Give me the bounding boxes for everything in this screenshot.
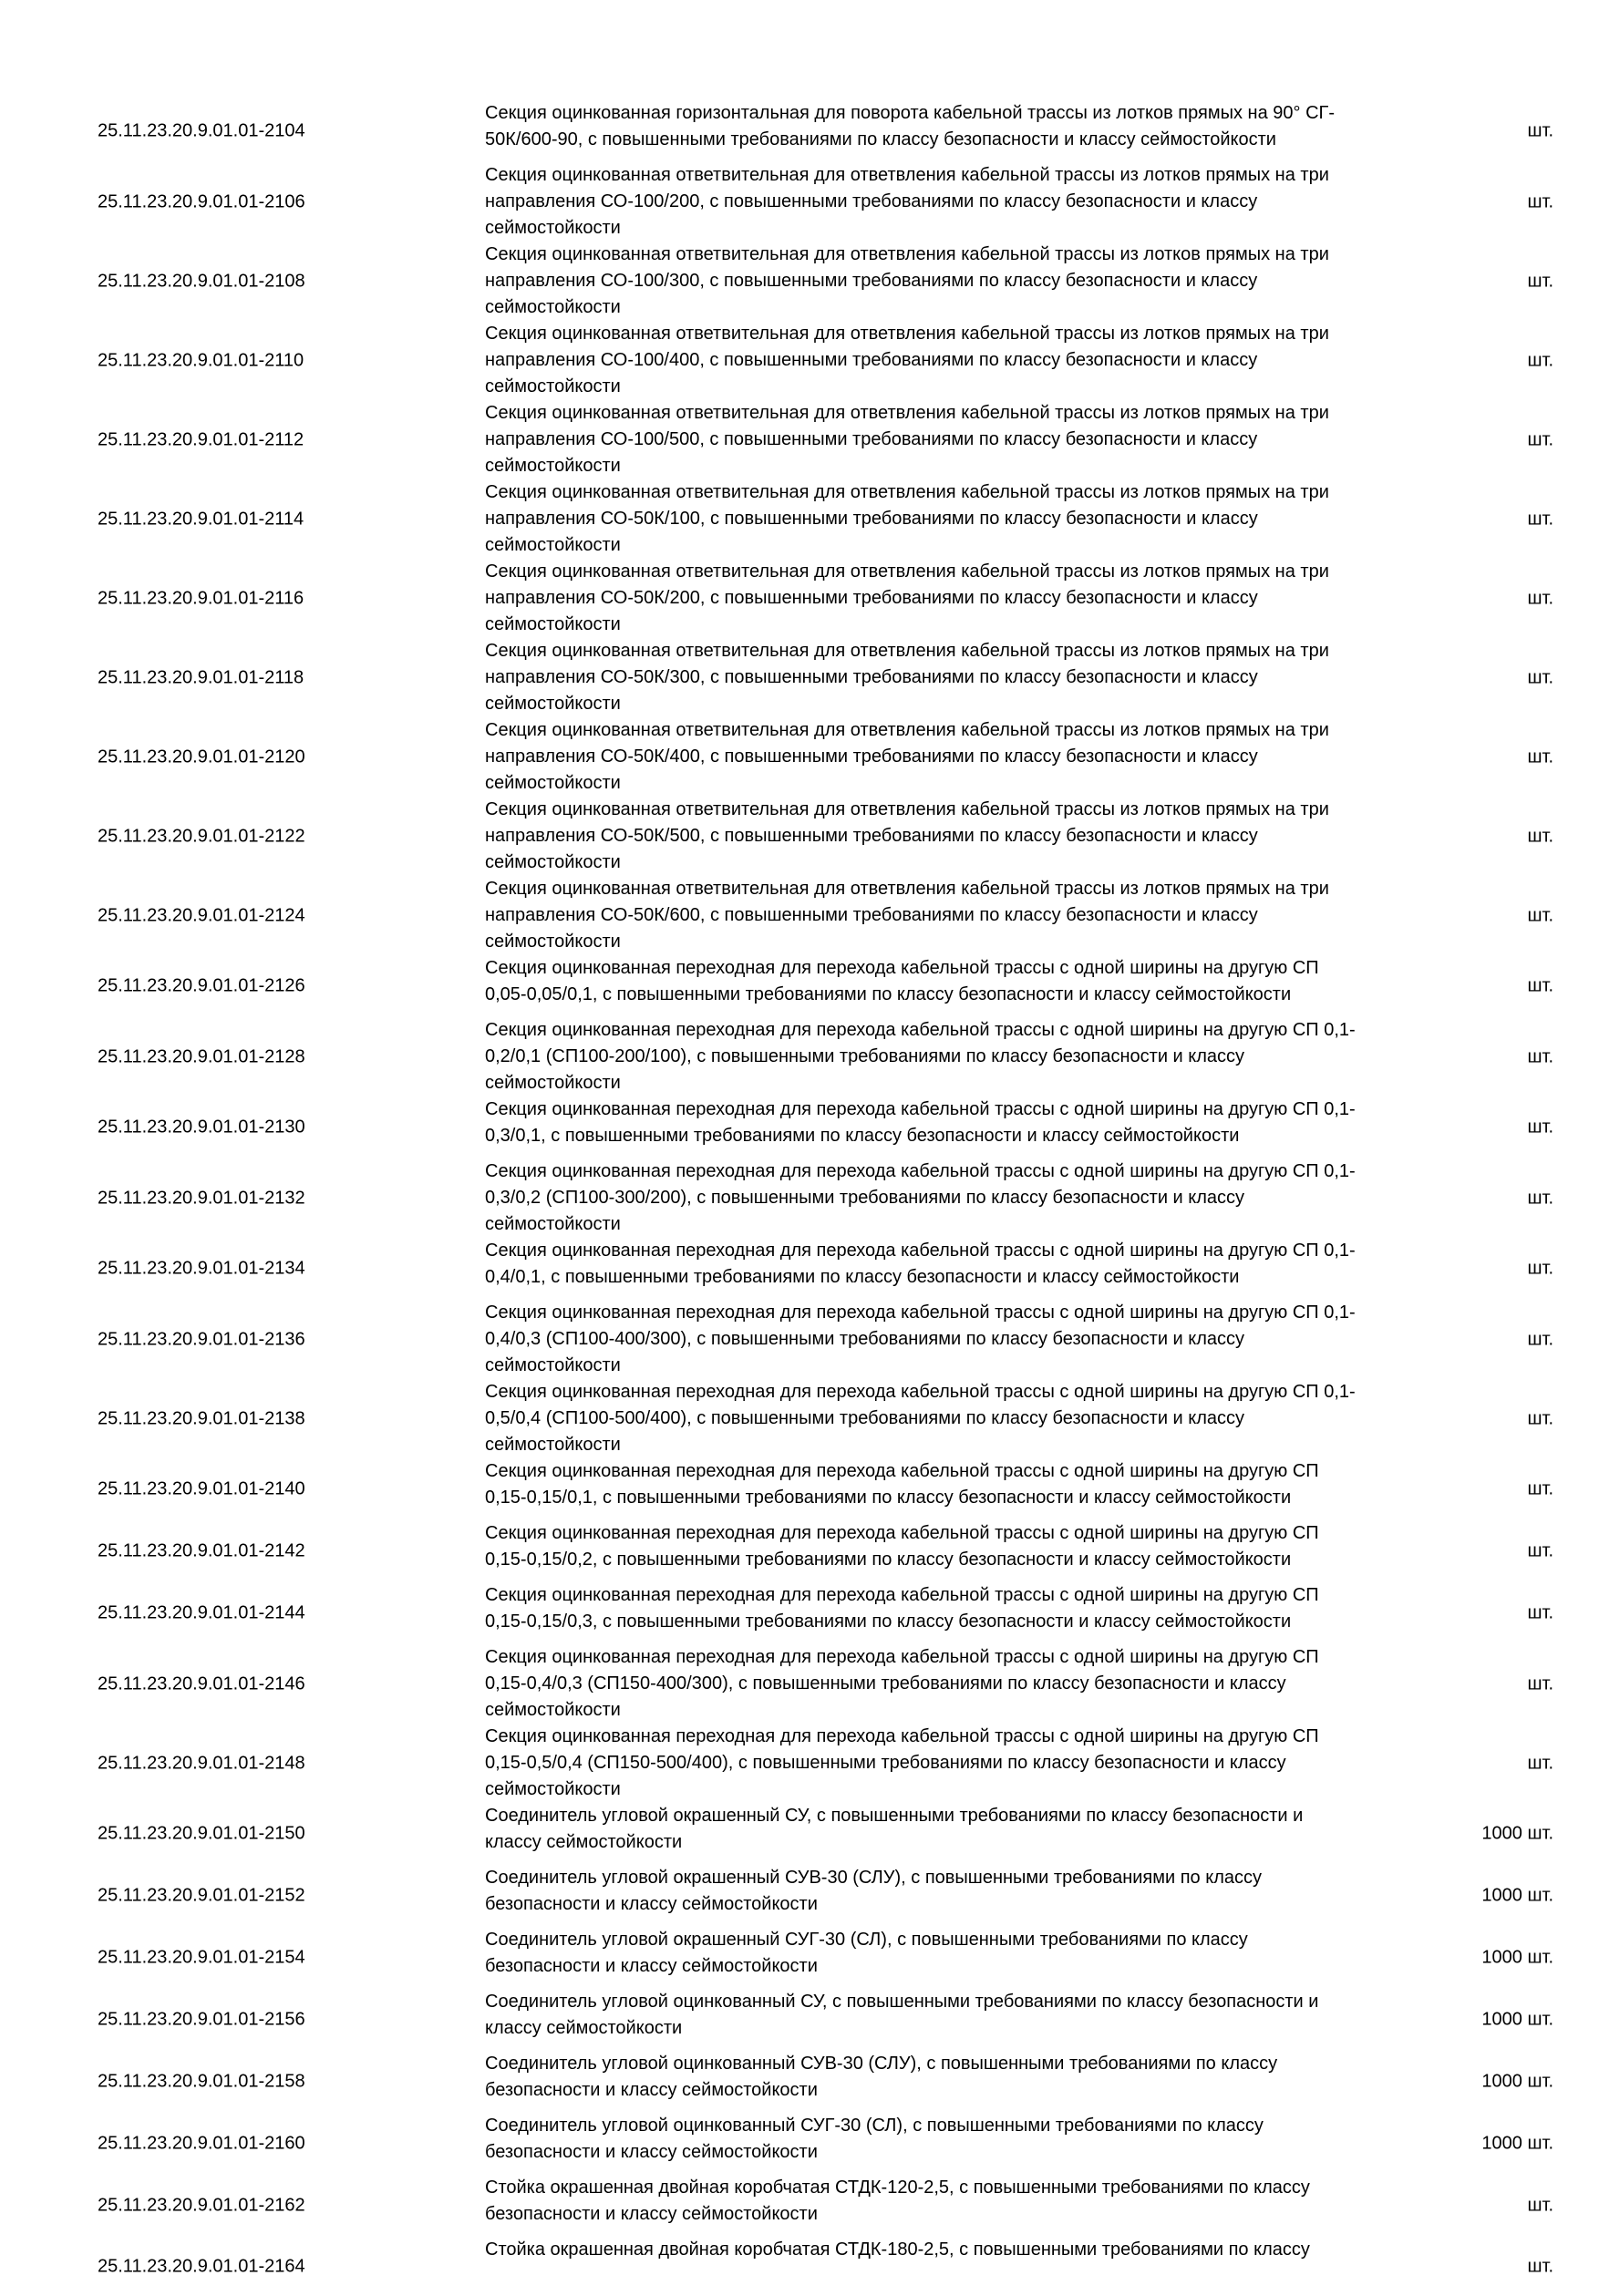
description-line: сеймостойкости — [485, 218, 621, 238]
resource-unit: шт. — [1527, 2256, 1553, 2276]
resource-description — [485, 1238, 1439, 1291]
resource-code: 25.11.23.20.9.01.01-2126 — [98, 975, 305, 996]
resource-description — [485, 2051, 1439, 2104]
resource-description — [485, 2175, 1439, 2228]
table-row — [0, 638, 1599, 717]
resource-unit: шт. — [1527, 1478, 1553, 1499]
resource-description — [485, 1097, 1439, 1149]
resource-description — [485, 1300, 1439, 1379]
resource-description — [485, 2237, 1439, 2263]
description-line: 0,4/0,1, с повышенными требованиями по классу безопасности и классу сеймостойкости — [485, 1267, 1240, 1287]
description-line: классу сеймостойкости — [485, 2018, 683, 2038]
description-line: Секция оцинкованная ответвительная для ответвления кабельной трассы из лотков прямых на три — [485, 482, 1329, 502]
resource-description — [485, 1989, 1439, 2042]
resource-unit: шт. — [1527, 975, 1553, 996]
description-line: Секция оцинкованная переходная для перехода кабельной трассы с одной ширины на другую СП 0,1- — [485, 1020, 1356, 1040]
description-line: Секция оцинкованная горизонтальная для поворота кабельной трассы из лотков прямых на 90° СГ- — [485, 103, 1336, 123]
resource-code: 25.11.23.20.9.01.01-2158 — [98, 2071, 305, 2092]
resource-code: 25.11.23.20.9.01.01-2154 — [98, 1947, 305, 1968]
resource-description — [485, 1520, 1439, 1573]
description-line: безопасности и классу сеймостойкости — [485, 1894, 818, 1914]
description-line: Секция оцинкованная переходная для перехода кабельной трассы с одной ширины на другую СП — [485, 1585, 1319, 1605]
resource-unit: шт. — [1527, 905, 1553, 925]
description-line: 0,15-0,5/0,4 (СП150-500/400), с повышенными требованиями по классу безопасности и классу — [485, 1753, 1286, 1773]
table-row — [0, 2113, 1599, 2175]
description-line: сеймостойкости — [485, 1355, 621, 1375]
description-line: Стойка окрашенная двойная коробчатая СТДК-180-2,5, с повышенными требованиями по классу — [485, 2239, 1310, 2260]
description-line: сеймостойкости — [485, 1073, 621, 1093]
resource-unit: шт. — [1527, 350, 1553, 370]
resource-unit: шт. — [1527, 120, 1553, 141]
resource-code: 25.11.23.20.9.01.01-2120 — [98, 746, 305, 767]
table-row — [0, 1158, 1599, 1238]
resource-code: 25.11.23.20.9.01.01-2134 — [98, 1258, 305, 1279]
description-line: Секция оцинкованная переходная для перехода кабельной трассы с одной ширины на другую СП — [485, 1461, 1319, 1481]
description-line: безопасности и классу сеймостойкости — [485, 2142, 818, 2162]
table-row — [0, 1582, 1599, 1644]
table-row — [0, 1097, 1599, 1158]
resource-description — [485, 100, 1439, 153]
description-line: 0,3/0,1, с повышенными требованиями по классу безопасности и классу сеймостойкости — [485, 1126, 1240, 1146]
description-line: Стойка окрашенная двойная коробчатая СТДК-120-2,5, с повышенными требованиями по классу — [485, 2178, 1310, 2198]
description-line: направления СО-100/400, с повышенными требованиями по классу безопасности и классу — [485, 350, 1258, 370]
resource-unit: шт. — [1527, 1753, 1553, 1773]
resource-code: 25.11.23.20.9.01.01-2106 — [98, 191, 305, 211]
table-row — [0, 876, 1599, 955]
description-line: направления СО-50К/400, с повышенными требованиями по классу безопасности и классу — [485, 746, 1258, 767]
description-line: Секция оцинкованная ответвительная для ответвления кабельной трассы из лотков прямых на три — [485, 244, 1329, 264]
resource-unit: 1000 шт. — [1481, 1823, 1553, 1844]
resource-unit: 1000 шт. — [1481, 2009, 1553, 2030]
resource-code: 25.11.23.20.9.01.01-2146 — [98, 1673, 305, 1694]
resource-code: 25.11.23.20.9.01.01-2110 — [98, 350, 304, 370]
description-line: 0,15-0,4/0,3 (СП150-400/300), с повышенными требованиями по классу безопасности и классу — [485, 1673, 1286, 1694]
resource-code: 25.11.23.20.9.01.01-2148 — [98, 1753, 305, 1773]
resource-code: 25.11.23.20.9.01.01-2142 — [98, 1540, 305, 1561]
description-line: безопасности и классу сеймостойкости — [485, 2080, 818, 2100]
table-row — [0, 242, 1599, 321]
resource-description — [485, 321, 1439, 400]
description-line: Соединитель угловой оцинкованный СУ, с повышенными требованиями по классу безопасности и — [485, 1992, 1319, 2012]
resource-unit: шт. — [1527, 509, 1553, 529]
resource-code: 25.11.23.20.9.01.01-2132 — [98, 1188, 305, 1208]
table-row — [0, 1300, 1599, 1379]
resource-description — [485, 479, 1439, 559]
table-row — [0, 1865, 1599, 1927]
table-row — [0, 1989, 1599, 2051]
table-row — [0, 2051, 1599, 2113]
description-line: направления СО-50К/600, с повышенными требованиями по классу безопасности и классу — [485, 905, 1258, 925]
resource-table — [0, 100, 1599, 2296]
description-line: сеймостойкости — [485, 1214, 621, 1234]
description-line: 0,4/0,3 (СП100-400/300), с повышенными требованиями по классу безопасности и классу — [485, 1329, 1245, 1349]
description-line: направления СО-50К/100, с повышенными требованиями по классу безопасности и классу — [485, 509, 1258, 529]
resource-unit: шт. — [1527, 2195, 1553, 2216]
description-line: Секция оцинкованная ответвительная для ответвления кабельной трассы из лотков прямых на три — [485, 403, 1329, 423]
table-row — [0, 479, 1599, 559]
resource-unit: шт. — [1527, 667, 1553, 687]
resource-description — [485, 242, 1439, 321]
table-row — [0, 797, 1599, 876]
description-line: Секция оцинкованная ответвительная для ответвления кабельной трассы из лотков прямых на три — [485, 720, 1329, 740]
description-line: Соединитель угловой окрашенный СУГ-30 (СЛ), с повышенными требованиями по классу — [485, 1930, 1248, 1950]
resource-code: 25.11.23.20.9.01.01-2160 — [98, 2133, 305, 2154]
description-line: Секция оцинкованная переходная для перехода кабельной трассы с одной ширины на другую СП — [485, 1726, 1319, 1746]
resource-unit: шт. — [1527, 746, 1553, 767]
description-line: Секция оцинкованная переходная для перехода кабельной трассы с одной ширины на другую СП 0,1- — [485, 1161, 1356, 1181]
resource-description — [485, 1158, 1439, 1238]
table-row — [0, 1724, 1599, 1803]
description-line: сеймостойкости — [485, 1435, 621, 1455]
description-line: Секция оцинкованная ответвительная для ответвления кабельной трассы из лотков прямых на три — [485, 799, 1329, 819]
resource-unit: шт. — [1527, 1602, 1553, 1623]
description-line: Секция оцинкованная переходная для перехода кабельной трассы с одной ширины на другую СП 0,1- — [485, 1382, 1356, 1402]
resource-unit: шт. — [1527, 1117, 1553, 1138]
resource-description — [485, 400, 1439, 479]
resource-code: 25.11.23.20.9.01.01-2130 — [98, 1117, 305, 1138]
resource-code: 25.11.23.20.9.01.01-2122 — [98, 826, 305, 846]
description-line: 0,3/0,2 (СП100-300/200), с повышенными требованиями по классу безопасности и классу — [485, 1188, 1245, 1208]
resource-description — [485, 1017, 1439, 1097]
resource-unit: шт. — [1527, 271, 1553, 291]
description-line: направления СО-100/200, с повышенными требованиями по классу безопасности и классу — [485, 191, 1258, 211]
table-row — [0, 1927, 1599, 1989]
resource-description — [485, 1803, 1439, 1856]
resource-description — [485, 1379, 1439, 1458]
description-line: сеймостойкости — [485, 1700, 621, 1720]
resource-description — [485, 717, 1439, 797]
description-line: Секция оцинкованная переходная для перехода кабельной трассы с одной ширины на другую СП 0,1- — [485, 1302, 1356, 1323]
resource-code: 25.11.23.20.9.01.01-2144 — [98, 1602, 305, 1623]
description-line: сеймостойкости — [485, 456, 621, 476]
table-row — [0, 1644, 1599, 1724]
resource-code: 25.11.23.20.9.01.01-2124 — [98, 905, 305, 925]
description-line: 0,15-0,15/0,2, с повышенными требованиями по классу безопасности и классу сеймостойкости — [485, 1550, 1292, 1570]
table-row — [0, 717, 1599, 797]
resource-description — [485, 559, 1439, 638]
resource-code: 25.11.23.20.9.01.01-2156 — [98, 2009, 305, 2030]
resource-unit: 1000 шт. — [1481, 2071, 1553, 2092]
description-line: сеймостойкости — [485, 932, 621, 952]
description-line: направления СО-100/500, с повышенными требованиями по классу безопасности и классу — [485, 429, 1258, 449]
table-row — [0, 1458, 1599, 1520]
resource-unit: шт. — [1527, 1408, 1553, 1428]
resource-description — [485, 1582, 1439, 1635]
resource-code: 25.11.23.20.9.01.01-2150 — [98, 1823, 305, 1844]
description-line: 0,15-0,15/0,1, с повышенными требованиями по классу безопасности и классу сеймостойкости — [485, 1488, 1292, 1508]
description-line: 50К/600-90, с повышенными требованиями по классу безопасности и классу сеймостойкости — [485, 129, 1276, 149]
resource-unit: шт. — [1527, 1540, 1553, 1561]
resource-code: 25.11.23.20.9.01.01-2152 — [98, 1885, 305, 1906]
table-row — [0, 955, 1599, 1017]
table-row — [0, 400, 1599, 479]
description-line: безопасности и классу сеймостойкости — [485, 2204, 818, 2224]
resource-code: 25.11.23.20.9.01.01-2136 — [98, 1329, 305, 1349]
description-line: Секция оцинкованная переходная для перехода кабельной трассы с одной ширины на другую СП 0,1- — [485, 1241, 1356, 1261]
resource-code: 25.11.23.20.9.01.01-2164 — [98, 2256, 305, 2276]
resource-unit: 1000 шт. — [1481, 1947, 1553, 1968]
description-line: сеймостойкости — [485, 614, 621, 634]
table-row — [0, 1379, 1599, 1458]
description-line: сеймостойкости — [485, 376, 621, 396]
resource-unit: шт. — [1527, 826, 1553, 846]
description-line: Секция оцинкованная ответвительная для ответвления кабельной трассы из лотков прямых на три — [485, 165, 1329, 185]
resource-description — [485, 797, 1439, 876]
resource-description — [485, 876, 1439, 955]
resource-description — [485, 638, 1439, 717]
resource-code: 25.11.23.20.9.01.01-2162 — [98, 2195, 305, 2216]
description-line: Секция оцинкованная ответвительная для ответвления кабельной трассы из лотков прямых на три — [485, 561, 1329, 582]
resource-code: 25.11.23.20.9.01.01-2128 — [98, 1046, 305, 1066]
resource-code: 25.11.23.20.9.01.01-2114 — [98, 509, 304, 529]
description-line: Соединитель угловой окрашенный СУ, с повышенными требованиями по классу безопасности и — [485, 1806, 1304, 1826]
description-line: направления СО-50К/500, с повышенными требованиями по классу безопасности и классу — [485, 826, 1258, 846]
table-row — [0, 1017, 1599, 1097]
description-line: Секция оцинкованная ответвительная для ответвления кабельной трассы из лотков прямых на три — [485, 324, 1329, 344]
resource-unit: шт. — [1527, 588, 1553, 608]
resource-unit: шт. — [1527, 1673, 1553, 1694]
resource-code: 25.11.23.20.9.01.01-2108 — [98, 271, 305, 291]
resource-description — [485, 955, 1439, 1008]
resource-code: 25.11.23.20.9.01.01-2104 — [98, 120, 305, 141]
resource-description — [485, 1724, 1439, 1803]
description-line: сеймостойкости — [485, 297, 621, 317]
table-row — [0, 321, 1599, 400]
resource-unit: 1000 шт. — [1481, 2133, 1553, 2154]
description-line: Соединитель угловой окрашенный СУВ-30 (СЛУ), с повышенными требованиями по классу — [485, 1868, 1262, 1888]
table-row — [0, 1238, 1599, 1300]
resource-description — [485, 1644, 1439, 1724]
description-line: сеймостойкости — [485, 535, 621, 555]
description-line: 0,15-0,15/0,3, с повышенными требованиями по классу безопасности и классу сеймостойкости — [485, 1611, 1292, 1632]
description-line: 0,5/0,4 (СП100-500/400), с повышенными требованиями по классу безопасности и классу — [485, 1408, 1245, 1428]
description-line: Секция оцинкованная переходная для перехода кабельной трассы с одной ширины на другую СП — [485, 1523, 1319, 1543]
resource-unit: шт. — [1527, 1258, 1553, 1279]
description-line: Секция оцинкованная переходная для перехода кабельной трассы с одной ширины на другую СП 0,1- — [485, 1099, 1356, 1119]
resource-unit: шт. — [1527, 1046, 1553, 1066]
resource-unit: шт. — [1527, 191, 1553, 211]
description-line: 0,05-0,05/0,1, с повышенными требованиями по классу безопасности и классу сеймостойкости — [485, 984, 1292, 1004]
resource-description — [485, 162, 1439, 242]
description-line: Секция оцинкованная переходная для перехода кабельной трассы с одной ширины на другую СП — [485, 958, 1319, 978]
resource-unit: шт. — [1527, 429, 1553, 449]
description-line: Секция оцинкованная ответвительная для ответвления кабельной трассы из лотков прямых на три — [485, 879, 1329, 899]
resource-code: 25.11.23.20.9.01.01-2112 — [98, 429, 304, 449]
description-line: сеймостойкости — [485, 1779, 621, 1799]
resource-code: 25.11.23.20.9.01.01-2116 — [98, 588, 304, 608]
description-line: направления СО-50К/300, с повышенными требованиями по классу безопасности и классу — [485, 667, 1258, 687]
description-line: Соединитель угловой оцинкованный СУГ-30 (СЛ), с повышенными требованиями по классу — [485, 2116, 1264, 2136]
resource-description — [485, 2113, 1439, 2166]
table-row — [0, 2175, 1599, 2237]
resource-code: 25.11.23.20.9.01.01-2140 — [98, 1478, 305, 1499]
resource-unit: шт. — [1527, 1329, 1553, 1349]
table-row — [0, 1803, 1599, 1865]
table-row — [0, 559, 1599, 638]
resource-description — [485, 1927, 1439, 1980]
resource-unit: шт. — [1527, 1188, 1553, 1208]
description-line: безопасности и классу сеймостойкости — [485, 1956, 818, 1976]
description-line: Секция оцинкованная переходная для перехода кабельной трассы с одной ширины на другую СП — [485, 1647, 1319, 1667]
table-row — [0, 1520, 1599, 1582]
description-line: 0,2/0,1 (СП100-200/100), с повышенными требованиями по классу безопасности и классу — [485, 1046, 1245, 1066]
description-line: классу сеймостойкости — [485, 1832, 683, 1852]
resource-code: 25.11.23.20.9.01.01-2138 — [98, 1408, 305, 1428]
table-row — [0, 2237, 1599, 2296]
description-line: направления СО-100/300, с повышенными требованиями по классу безопасности и классу — [485, 271, 1258, 291]
resource-description — [485, 1458, 1439, 1511]
description-line: Секция оцинкованная ответвительная для ответвления кабельной трассы из лотков прямых на три — [485, 641, 1329, 661]
table-row — [0, 162, 1599, 242]
description-line: направления СО-50К/200, с повышенными требованиями по классу безопасности и классу — [485, 588, 1258, 608]
resource-unit: 1000 шт. — [1481, 1885, 1553, 1906]
description-line: сеймостойкости — [485, 694, 621, 714]
description-line: сеймостойкости — [485, 773, 621, 793]
resource-code: 25.11.23.20.9.01.01-2118 — [98, 667, 304, 687]
table-row — [0, 100, 1599, 162]
description-line: сеймостойкости — [485, 852, 621, 872]
resource-description — [485, 1865, 1439, 1918]
description-line: Соединитель угловой оцинкованный СУВ-30 (СЛУ), с повышенными требованиями по классу — [485, 2054, 1278, 2074]
